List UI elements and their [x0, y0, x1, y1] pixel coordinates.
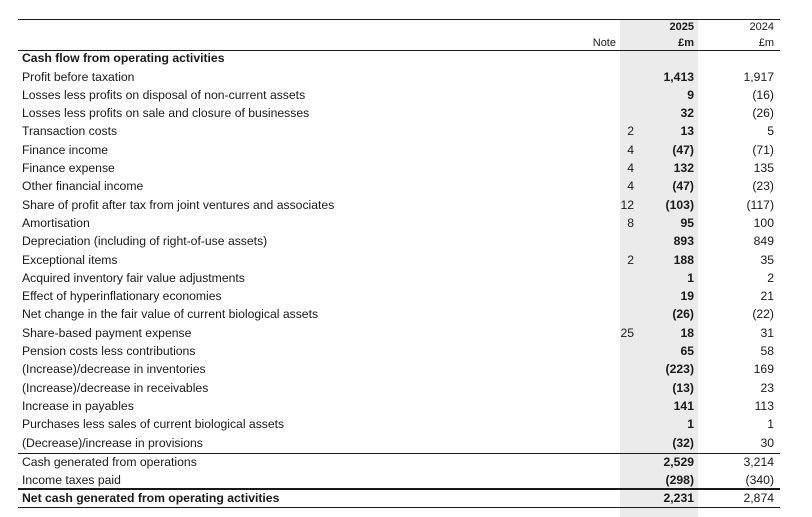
value-2024: 113 [754, 398, 774, 413]
table-row [18, 287, 780, 305]
row-note: 4 [627, 161, 634, 175]
table-row [18, 232, 780, 250]
value-2024: 2,874 [743, 491, 774, 505]
row-note: 2 [627, 124, 634, 139]
value-2024: 31 [760, 325, 774, 340]
row-label: Net cash generated from operating activities [22, 491, 280, 505]
value-2025: 65 [680, 344, 694, 358]
value-2025: (103) [665, 197, 694, 212]
value-2025: 1 [687, 417, 694, 432]
row-label: Share of profit after tax from joint ventures and associates [22, 197, 335, 212]
header-2025-unit: £m [678, 37, 694, 49]
row-label: Other financial income [22, 179, 144, 194]
value-2024: (340) [745, 472, 774, 487]
value-2024: 58 [760, 344, 774, 358]
table-row [18, 434, 780, 452]
value-2024: (16) [752, 87, 774, 102]
row-label: Finance expense [22, 161, 115, 175]
row-label: Depreciation (including of right-of-use assets) [22, 234, 268, 249]
value-2024: 23 [760, 380, 774, 395]
total-rule-bottom [18, 507, 780, 508]
table-row [18, 397, 780, 415]
table-row [18, 177, 780, 195]
row-label: Profit before taxation [22, 69, 135, 84]
row-label: Amortisation [22, 215, 90, 230]
value-2025: 2,529 [663, 454, 694, 469]
value-2025: 132 [673, 161, 694, 175]
table-row [18, 379, 780, 397]
value-2024: 3,214 [743, 454, 774, 469]
value-2024: 5 [767, 124, 774, 139]
row-label: (Increase)/decrease in receivables [22, 380, 209, 395]
value-2025: 32 [680, 106, 694, 121]
table-row [18, 269, 780, 287]
table-row [18, 196, 780, 214]
row-label: Losses less profits on disposal of non-current assets [22, 87, 306, 102]
value-2024: 135 [753, 161, 774, 175]
value-2025: 2,231 [663, 491, 694, 505]
row-note: 2 [627, 252, 634, 267]
section-title: Cash flow from operating activities [22, 51, 225, 65]
value-2024: (26) [752, 106, 774, 121]
table-row [18, 342, 780, 360]
table-row [18, 214, 780, 232]
value-2025: 1 [687, 270, 694, 285]
table-row [18, 324, 780, 342]
row-label: Pension costs less contributions [22, 344, 196, 358]
value-2025: (13) [672, 380, 694, 395]
value-2025: 141 [673, 398, 694, 413]
value-2025: 893 [673, 234, 694, 249]
row-label: Acquired inventory fair value adjustments [22, 270, 245, 285]
value-2025: 95 [680, 215, 694, 230]
row-label: Losses less profits on sale and closure of businesses [22, 106, 310, 121]
row-label: Finance income [22, 142, 109, 157]
taxes-row [18, 471, 780, 489]
value-2024: (23) [752, 179, 774, 194]
header-2025-year: 2025 [669, 21, 694, 33]
row-note: 4 [627, 142, 634, 157]
value-2024: 30 [760, 435, 774, 450]
row-label: Purchases less sales of current biological assets [22, 417, 285, 432]
row-label: Income taxes paid [22, 472, 121, 487]
subtotal-row [18, 453, 780, 471]
value-2024: (22) [752, 307, 774, 322]
value-2024: 849 [753, 234, 774, 249]
row-label: Net change in the fair value of current biological assets [22, 307, 319, 322]
value-2025: (47) [672, 142, 694, 157]
row-label: Effect of hyperinflationary economies [22, 289, 222, 304]
value-2025: (47) [672, 179, 694, 194]
value-2024: 2 [767, 270, 774, 285]
row-label: Transaction costs [22, 124, 118, 139]
value-2024: 35 [760, 252, 774, 267]
value-2025: 1,413 [663, 69, 694, 84]
table-row [18, 305, 780, 323]
value-2025: (32) [672, 435, 694, 450]
row-note: 8 [627, 215, 634, 230]
value-2025: 9 [687, 87, 694, 102]
value-2024: 21 [760, 289, 774, 304]
table-row [18, 159, 780, 177]
row-note: 12 [620, 197, 634, 212]
value-2025: 13 [680, 124, 694, 139]
value-2025: (298) [665, 472, 694, 487]
value-2024: (117) [746, 197, 774, 212]
table-row [18, 251, 780, 269]
top-rule [18, 19, 780, 20]
value-2025: 188 [673, 252, 694, 267]
value-2024: (71) [752, 142, 774, 157]
table-row [18, 104, 780, 122]
row-note: 4 [627, 179, 634, 194]
header-note: Note [592, 37, 616, 49]
row-label: (Decrease)/increase in provisions [22, 435, 203, 450]
row-label: (Increase)/decrease in inventories [22, 362, 206, 377]
value-2024: 100 [753, 215, 774, 230]
row-label: Share-based payment expense [22, 325, 192, 340]
row-note: 25 [620, 325, 634, 340]
value-2025: (223) [665, 362, 694, 377]
value-2025: (26) [672, 307, 694, 322]
row-label: Exceptional items [22, 252, 118, 267]
row-label: Increase in payables [22, 398, 134, 413]
value-2024: 1 [767, 417, 774, 432]
table-row [18, 86, 780, 104]
value-2024: 1,917 [743, 69, 774, 84]
table-row [18, 68, 780, 86]
section-title-row [18, 49, 780, 67]
value-2024: 169 [753, 362, 774, 377]
row-label: Cash generated from operations [22, 454, 197, 469]
value-2025: 18 [680, 325, 694, 340]
table-row [18, 141, 780, 159]
value-2025: 19 [680, 289, 694, 304]
table-row [18, 122, 780, 140]
table-row [18, 360, 780, 378]
table-row [18, 415, 780, 433]
total-row [18, 489, 780, 507]
header-2024-year: 2024 [749, 21, 774, 33]
header-2024-unit: £m [758, 37, 774, 49]
